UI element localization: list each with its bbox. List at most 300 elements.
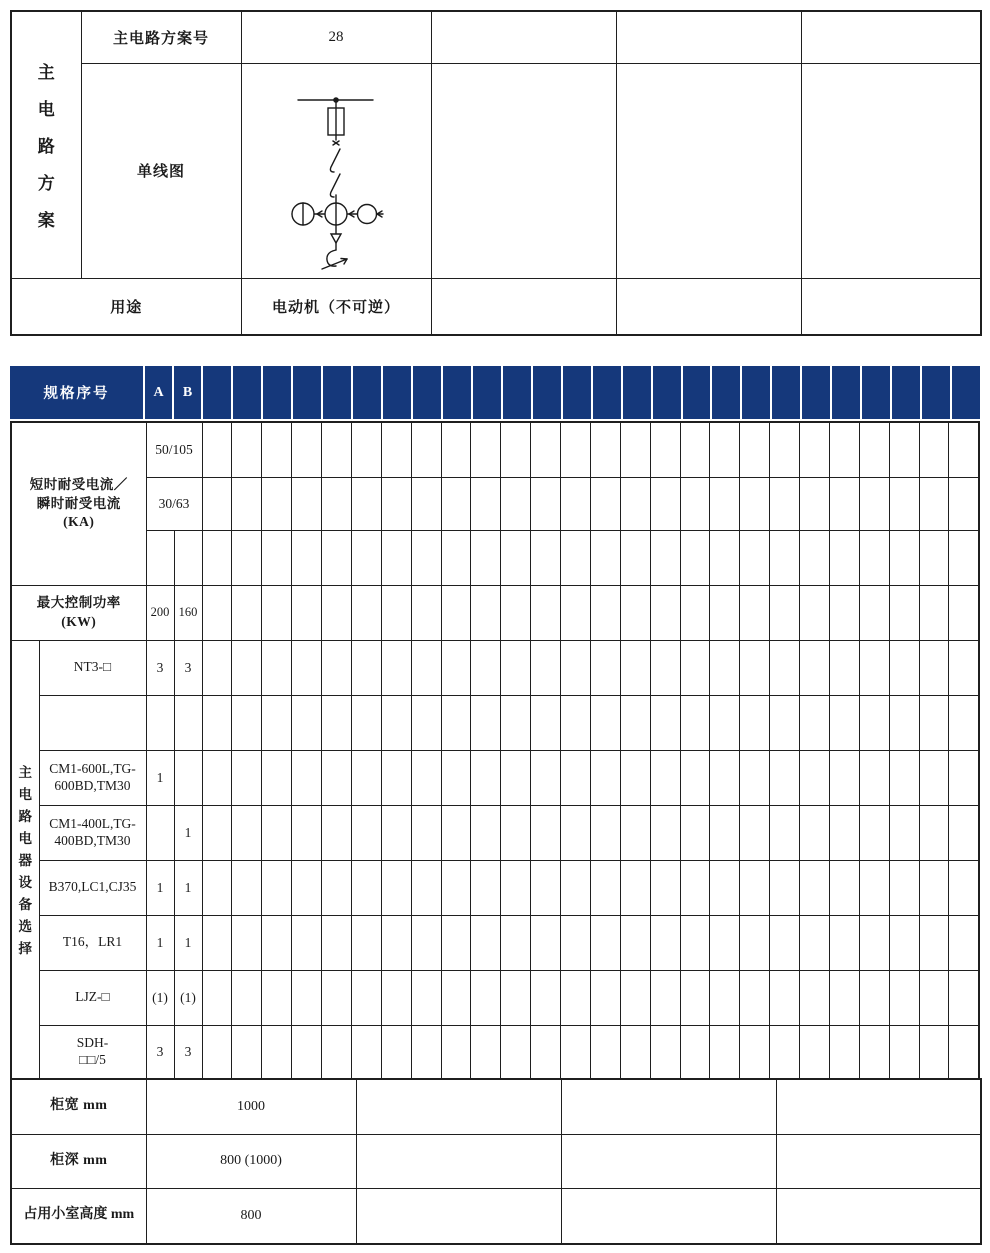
empty-cell (650, 477, 680, 530)
empty-cell (590, 640, 620, 695)
empty-cell (292, 805, 322, 860)
empty-cell (411, 640, 441, 695)
empty-cell (680, 970, 710, 1025)
empty-cell (473, 366, 501, 419)
empty-cell (776, 1134, 981, 1188)
empty-cell (800, 585, 830, 640)
empty-cell (356, 1079, 561, 1134)
empty-cell (800, 695, 830, 750)
empty-cell (563, 366, 591, 419)
equipment-row-label: SDH- □□/5 (39, 1025, 146, 1079)
empty-cell (800, 915, 830, 970)
empty-cell (441, 477, 471, 530)
empty-cell (859, 585, 889, 640)
empty-cell (351, 1025, 381, 1079)
empty-cell (292, 530, 322, 585)
scheme-section-side-label: 主 电 路 方 案 (11, 11, 81, 278)
empty-cell (620, 695, 650, 750)
empty-cell (501, 477, 531, 530)
empty-cell (620, 530, 650, 585)
empty-cell (776, 1188, 981, 1244)
empty-cell (620, 970, 650, 1025)
scheme-number-label: 主电路方案号 (81, 11, 241, 63)
empty-cell (501, 422, 531, 477)
empty-cell (531, 915, 561, 970)
empty-cell (650, 695, 680, 750)
empty-cell (680, 422, 710, 477)
empty-cell (411, 805, 441, 860)
motor-single-line-diagram-icon (243, 64, 429, 273)
empty-cell (859, 970, 889, 1025)
empty-cell (471, 640, 501, 695)
empty-cell (561, 422, 591, 477)
empty-cell (202, 477, 232, 530)
equipment-qty-b: 1 (174, 805, 202, 860)
empty-cell (650, 530, 680, 585)
empty-cell (683, 366, 711, 419)
empty-cell (443, 366, 471, 419)
empty-cell (203, 366, 231, 419)
empty-cell (202, 750, 232, 805)
empty-cell (680, 915, 710, 970)
empty-cell (919, 477, 949, 530)
empty-cell (561, 695, 591, 750)
empty-cell (471, 860, 501, 915)
empty-cell (293, 366, 321, 419)
empty-cell (889, 530, 919, 585)
empty-cell (680, 477, 710, 530)
spec-column-b: B (174, 366, 201, 419)
empty-cell (351, 477, 381, 530)
empty-cell (232, 860, 262, 915)
empty-cell (501, 585, 531, 640)
empty-cell (202, 1025, 232, 1079)
empty-cell (262, 805, 292, 860)
empty-cell (322, 970, 352, 1025)
empty-cell (292, 477, 322, 530)
scheme-number-value: 28 (241, 11, 431, 63)
empty-cell (411, 915, 441, 970)
empty-cell (740, 750, 770, 805)
empty-cell (531, 805, 561, 860)
empty-cell (232, 1025, 262, 1079)
empty-cell (740, 970, 770, 1025)
empty-cell (889, 970, 919, 1025)
empty-cell (859, 477, 889, 530)
empty-cell (952, 366, 980, 419)
empty-cell (501, 970, 531, 1025)
empty-cell (441, 585, 471, 640)
empty-cell (770, 422, 800, 477)
withstand-value-b: 30/63 (146, 477, 202, 530)
empty-cell (531, 477, 561, 530)
empty-cell (262, 422, 292, 477)
empty-cell (411, 750, 441, 805)
empty-cell (381, 530, 411, 585)
empty-cell (292, 640, 322, 695)
empty-cell (441, 970, 471, 1025)
empty-cell (680, 530, 710, 585)
equipment-row-label: NT3-□ (39, 640, 146, 695)
empty-cell (202, 970, 232, 1025)
empty-cell (232, 477, 262, 530)
cabinet-depth-label: 柜深 mm (11, 1134, 146, 1188)
empty-cell (381, 915, 411, 970)
empty-cell (381, 695, 411, 750)
empty-cell (710, 970, 740, 1025)
empty-cell (322, 1025, 352, 1079)
empty-cell (590, 750, 620, 805)
usage-value: 电动机（不可逆） (241, 278, 431, 335)
empty-cell (232, 970, 262, 1025)
empty-cell (800, 477, 830, 530)
empty-cell (680, 860, 710, 915)
empty-cell (740, 695, 770, 750)
empty-cell (650, 805, 680, 860)
empty-cell (590, 805, 620, 860)
spec-column-a: A (145, 366, 172, 419)
empty-cell (829, 1025, 859, 1079)
spec-serial-label: 规格序号 (10, 366, 143, 419)
empty-cell (471, 422, 501, 477)
empty-cell (829, 422, 859, 477)
empty-cell (411, 530, 441, 585)
empty-cell (710, 860, 740, 915)
empty-cell (740, 422, 770, 477)
empty-cell (501, 915, 531, 970)
empty-cell (742, 366, 770, 419)
empty-cell (949, 640, 979, 695)
equipment-qty-a (146, 695, 174, 750)
empty-cell (561, 1079, 776, 1134)
empty-cell (770, 477, 800, 530)
empty-cell (351, 915, 381, 970)
main-circuit-scheme-table (10, 10, 982, 336)
empty-cell (919, 695, 949, 750)
empty-cell (471, 915, 501, 970)
empty-cell (381, 860, 411, 915)
equipment-qty-b: (1) (174, 970, 202, 1025)
empty-cell (356, 1188, 561, 1244)
max-power-b: 160 (174, 585, 202, 640)
empty-cell (322, 915, 352, 970)
empty-cell (503, 366, 531, 419)
compartment-height-label: 占用小室高度 mm (11, 1188, 146, 1244)
empty-cell (232, 915, 262, 970)
empty-cell (616, 11, 801, 63)
empty-cell (232, 585, 262, 640)
empty-cell (471, 477, 501, 530)
empty-cell (710, 640, 740, 695)
empty-cell (800, 530, 830, 585)
empty-cell (232, 640, 262, 695)
empty-cell (561, 1188, 776, 1244)
empty-cell (829, 530, 859, 585)
empty-cell (770, 695, 800, 750)
equipment-qty-a: (1) (146, 970, 174, 1025)
empty-cell (620, 915, 650, 970)
empty-cell (590, 530, 620, 585)
spec-body-table (10, 421, 980, 1080)
empty-cell (650, 860, 680, 915)
single-line-diagram-label: 单线图 (81, 63, 241, 278)
equipment-row-label: CM1-600L,TG- 600BD,TM30 (39, 750, 146, 805)
empty-cell (800, 750, 830, 805)
empty-cell (859, 695, 889, 750)
empty-cell (561, 970, 591, 1025)
empty-cell (232, 422, 262, 477)
empty-cell (859, 750, 889, 805)
empty-cell (620, 477, 650, 530)
empty-cell (411, 585, 441, 640)
empty-cell (356, 1134, 561, 1188)
empty-cell (770, 805, 800, 860)
empty-cell (322, 640, 352, 695)
empty-cell (740, 640, 770, 695)
empty-cell (501, 640, 531, 695)
empty-cell (922, 366, 950, 419)
empty-cell (740, 477, 770, 530)
empty-cell (262, 970, 292, 1025)
empty-cell (892, 366, 920, 419)
empty-cell (431, 11, 616, 63)
empty-cell (262, 695, 292, 750)
empty-cell (800, 422, 830, 477)
empty-cell (411, 860, 441, 915)
empty-cell (262, 750, 292, 805)
empty-cell (829, 805, 859, 860)
empty-cell (441, 750, 471, 805)
empty-cell (262, 477, 292, 530)
empty-cell (561, 585, 591, 640)
empty-cell (262, 860, 292, 915)
empty-cell (829, 585, 859, 640)
empty-cell (590, 970, 620, 1025)
equipment-qty-a: 3 (146, 640, 174, 695)
empty-cell (590, 1025, 620, 1079)
empty-cell (889, 477, 919, 530)
empty-cell (351, 750, 381, 805)
empty-cell (292, 422, 322, 477)
empty-cell (859, 805, 889, 860)
empty-cell (919, 860, 949, 915)
empty-cell (353, 366, 381, 419)
empty-cell (829, 915, 859, 970)
empty-cell (202, 585, 232, 640)
empty-cell (949, 970, 979, 1025)
catalog-page (10, 10, 980, 1245)
empty-cell (889, 860, 919, 915)
empty-cell (801, 63, 981, 278)
empty-cell (859, 640, 889, 695)
empty-cell (531, 695, 561, 750)
empty-cell (262, 585, 292, 640)
empty-cell (501, 1025, 531, 1079)
spec-serial-header-row (10, 366, 980, 419)
empty-cell (829, 970, 859, 1025)
empty-cell (712, 366, 740, 419)
equipment-qty-b: 3 (174, 1025, 202, 1079)
empty-cell (710, 805, 740, 860)
empty-cell (859, 860, 889, 915)
empty-cell (202, 422, 232, 477)
empty-cell (949, 860, 979, 915)
empty-cell (650, 915, 680, 970)
empty-cell (501, 530, 531, 585)
empty-cell (859, 915, 889, 970)
empty-cell (919, 750, 949, 805)
empty-cell (616, 63, 801, 278)
max-power-a: 200 (146, 585, 174, 640)
empty-cell (292, 1025, 322, 1079)
empty-cell (919, 805, 949, 860)
empty-cell (323, 366, 351, 419)
empty-cell (351, 422, 381, 477)
equipment-row-label: CM1-400L,TG- 400BD,TM30 (39, 805, 146, 860)
empty-cell (202, 915, 232, 970)
empty-cell (740, 1025, 770, 1079)
empty-cell (680, 695, 710, 750)
empty-cell (531, 585, 561, 640)
equipment-section-side-label: 主 电 路 电 器 设 备 选 择 (11, 640, 39, 1079)
max-control-power-label: 最大控制功率 (KW) (11, 585, 146, 640)
empty-cell (829, 477, 859, 530)
empty-cell (801, 11, 981, 63)
empty-cell (800, 860, 830, 915)
empty-cell (351, 640, 381, 695)
empty-cell (232, 750, 262, 805)
empty-cell (292, 915, 322, 970)
cabinet-dimensions-table (10, 1078, 982, 1245)
equipment-qty-a (146, 805, 174, 860)
empty-cell (501, 805, 531, 860)
empty-cell (770, 750, 800, 805)
empty-cell (919, 640, 949, 695)
equipment-qty-a: 1 (146, 750, 174, 805)
empty-cell (776, 1079, 981, 1134)
empty-cell (590, 695, 620, 750)
empty-cell (740, 530, 770, 585)
empty-cell (471, 530, 501, 585)
empty-cell (832, 366, 860, 419)
empty-cell (262, 915, 292, 970)
empty-cell (919, 585, 949, 640)
equipment-row-label (39, 695, 146, 750)
empty-cell (411, 970, 441, 1025)
withstand-row3-a (146, 530, 174, 585)
empty-cell (531, 970, 561, 1025)
empty-cell (561, 805, 591, 860)
empty-cell (262, 1025, 292, 1079)
empty-cell (680, 640, 710, 695)
empty-cell (501, 695, 531, 750)
equipment-qty-b (174, 750, 202, 805)
empty-cell (590, 585, 620, 640)
withstand-current-label: 短时耐受电流／ 瞬时耐受电流 (KA) (11, 422, 146, 585)
empty-cell (680, 585, 710, 640)
empty-cell (859, 1025, 889, 1079)
empty-cell (202, 640, 232, 695)
usage-label: 用途 (11, 278, 241, 335)
empty-cell (381, 1025, 411, 1079)
empty-cell (531, 422, 561, 477)
empty-cell (862, 366, 890, 419)
empty-cell (351, 530, 381, 585)
empty-cell (431, 63, 616, 278)
empty-cell (590, 860, 620, 915)
empty-cell (441, 640, 471, 695)
empty-cell (561, 477, 591, 530)
empty-cell (351, 695, 381, 750)
empty-cell (889, 750, 919, 805)
empty-cell (620, 585, 650, 640)
empty-cell (949, 530, 979, 585)
empty-cell (531, 640, 561, 695)
cabinet-width-value: 1000 (146, 1079, 356, 1134)
empty-cell (889, 915, 919, 970)
empty-cell (561, 860, 591, 915)
empty-cell (351, 805, 381, 860)
empty-cell (441, 530, 471, 585)
empty-cell (889, 1025, 919, 1079)
empty-cell (531, 530, 561, 585)
empty-cell (889, 695, 919, 750)
empty-cell (770, 585, 800, 640)
empty-cell (919, 970, 949, 1025)
empty-cell (949, 750, 979, 805)
empty-cell (829, 640, 859, 695)
empty-cell (411, 1025, 441, 1079)
withstand-value-a: 50/105 (146, 422, 202, 477)
empty-cell (292, 860, 322, 915)
equipment-qty-b: 1 (174, 915, 202, 970)
empty-cell (710, 1025, 740, 1079)
empty-cell (202, 860, 232, 915)
empty-cell (949, 1025, 979, 1079)
empty-cell (381, 970, 411, 1025)
empty-cell (770, 915, 800, 970)
empty-cell (561, 915, 591, 970)
empty-cell (322, 585, 352, 640)
empty-cell (381, 805, 411, 860)
empty-cell (650, 750, 680, 805)
empty-cell (441, 695, 471, 750)
empty-cell (431, 278, 616, 335)
empty-cell (919, 915, 949, 970)
empty-cell (620, 805, 650, 860)
empty-cell (411, 422, 441, 477)
empty-cell (590, 915, 620, 970)
equipment-qty-b: 3 (174, 640, 202, 695)
empty-cell (740, 585, 770, 640)
empty-cell (620, 750, 650, 805)
single-line-diagram-cell (241, 63, 431, 278)
empty-cell (501, 750, 531, 805)
empty-cell (949, 805, 979, 860)
empty-cell (949, 585, 979, 640)
empty-cell (471, 1025, 501, 1079)
empty-cell (322, 805, 352, 860)
empty-cell (413, 366, 441, 419)
empty-cell (531, 860, 561, 915)
empty-cell (411, 695, 441, 750)
empty-cell (710, 422, 740, 477)
empty-cell (740, 915, 770, 970)
empty-cell (919, 530, 949, 585)
empty-cell (919, 422, 949, 477)
equipment-qty-b (174, 695, 202, 750)
empty-cell (710, 695, 740, 750)
